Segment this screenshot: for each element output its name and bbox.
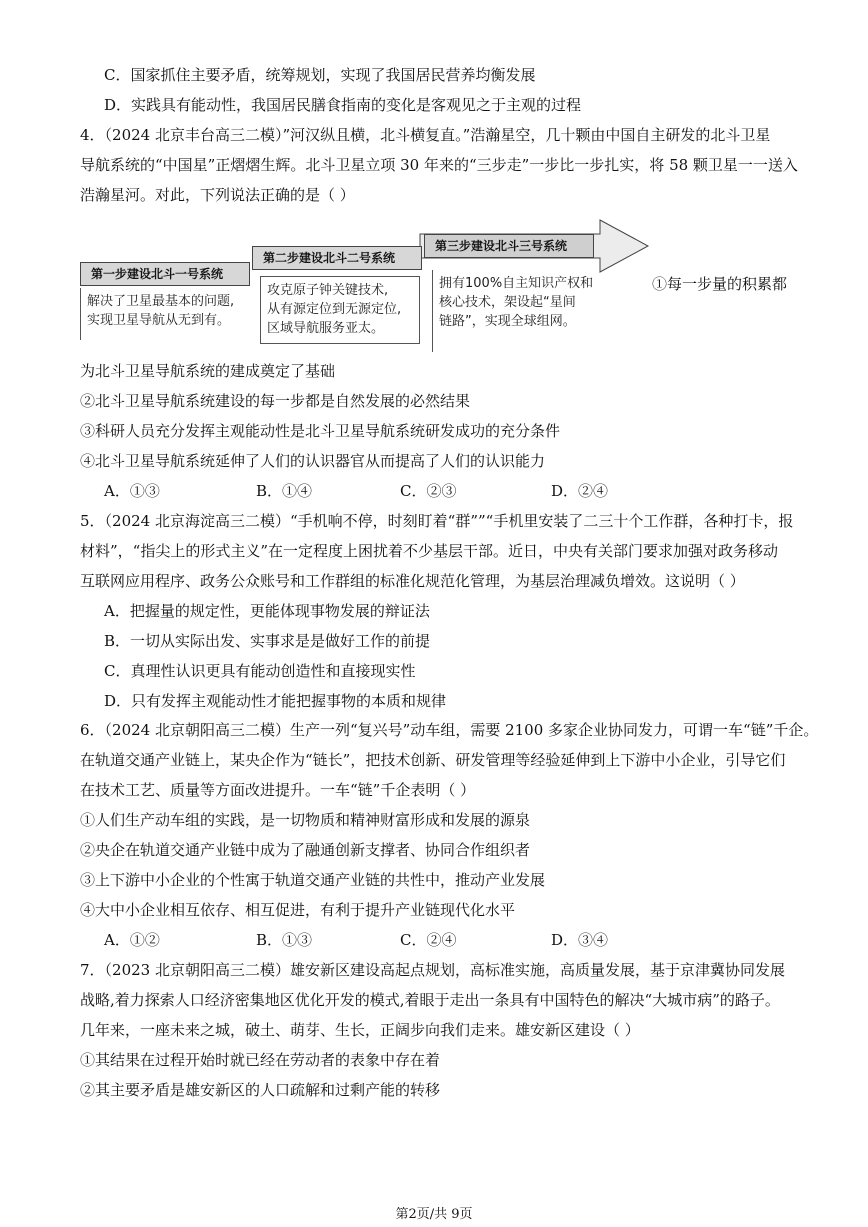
option-c[interactable]: C．②③ [400,482,457,500]
statement-3: ③科研人员充分发挥主观能动性是北斗卫星导航系统研发成功的充分条件 [80,422,561,440]
statement-1-part-2: 为北斗卫星导航系统的建成奠定了基础 [80,362,336,380]
question-6-statement-2: ②央企在轨道交通产业链中成为了融通创新支撑者、协同合作组织者 [80,841,531,859]
question-5-option-d[interactable]: D．只有发挥主观能动性才能把握事物的本质和规律 [104,692,447,710]
option-a[interactable]: A．①② [104,931,160,949]
statement-1-part-1: ①每一步量的积累都 [652,275,788,293]
option-c-text: C．国家抓住主要矛盾，统筹规划，实现了我国居民营养均衡发展 [104,66,536,84]
option-b[interactable]: B．①③ [256,931,313,949]
beidou-three-step-diagram [80,218,650,356]
step-3-desc-line-3: 链路”，实现全球组网。 [439,314,576,329]
step-1-desc-line-2: 实现卫星导航从无到有。 [87,313,231,328]
step-2-desc-line-3: 区域导航服务亚太。 [267,321,385,336]
question-6-statement-3: ③上下游中小企业的个性寓于轨道交通产业链的共性中，推动产业发展 [80,871,546,889]
page-footer: 第2页/共 9页 [395,1207,473,1222]
statement-2: ②北斗卫星导航系统建设的每一步都是自然发展的必然结果 [80,392,471,410]
question-4-stem-1: 4．（2024 北京丰台高三二模）”河汉纵且横，北斗横复直。”浩瀚星空，几十颗由中国自主研发的北斗卫星 [80,126,771,144]
question-4-stem-3: 浩瀚星河。对此，下列说法正确的是（ ） [80,186,355,204]
question-6-statement-1: ①人们生产动车组的实践，是一切物质和精神财富形成和发展的源泉 [80,811,531,829]
option-a[interactable]: A．①③ [104,482,160,500]
option-c[interactable]: C．②④ [400,931,457,949]
question-5-option-c[interactable]: C．真理性认识更具有能动创造性和直接现实性 [104,662,416,680]
step-3-description [432,270,622,352]
step-3-desc-line-1: 拥有100%自主知识产权和 [439,276,594,291]
step-1-description [80,288,250,340]
step-2-desc-line-1: 攻克原子钟关键技术, [267,283,389,298]
question-6-stem-2: 在轨道交通产业链上，某央企作为“链长”，把技术创新、研发管理等经验延伸到上下游中小企业，引导它们 [80,751,786,769]
question-5-stem-3: 互联网应用程序、政务公众账号和工作群组的标准化规范化管理，为基层治理减负增效。这说明（ ） [80,572,745,590]
question-7-statement-1: ①其结果在过程开始时就已经在劳动者的表象中存在着 [80,1051,441,1069]
option-b[interactable]: B．①④ [256,482,313,500]
question-7-stem-3: 几年来，一座未来之城，破土、萌芽、生长，正阔步向我们走来。雄安新区建设（ ） [80,1021,640,1039]
statement-4: ④北斗卫星导航系统延伸了人们的认识器官从而提高了人们的认识能力 [80,452,546,470]
step-2-desc-line-2: 从有源定位到无源定位, [267,302,402,317]
question-6-statement-4: ④大中小企业相互依存、相互促进，有利于提升产业链现代化水平 [80,901,516,919]
option-d[interactable]: D．③④ [551,931,609,949]
question-7-stem-2: 战略,着力探索人口经济密集地区优化开发的模式,着眼于走出一条具有中国特色的解决“大城市病”的路子。 [80,991,780,1009]
option-d[interactable]: D．②④ [551,482,609,500]
question-7-stem-1: 7．（2023 北京朝阳高三二模）雄安新区建设高起点规划，高标准实施，高质量发展，基于京津冀协同发展 [80,961,785,979]
step-2-label: 第二步建设北斗二号系统 [252,246,422,270]
question-5-option-a[interactable]: A．把握量的规定性，更能体现事物发展的辩证法 [104,602,430,620]
step-1-label: 第一步建设北斗一号系统 [80,262,250,286]
question-6-stem-3: 在技术工艺、质量等方面改进提升。一车“链”千企表明（ ） [80,781,476,799]
question-4-stem-2: 导航系统的“中国星”正熠熠生辉。北斗卫星立项 30 年来的“三步走”一步比一步扎实，将 58 颗卫星一一送入 [80,156,798,174]
question-7-statement-2: ②其主要矛盾是雄安新区的人口疏解和过剩产能的转移 [80,1081,441,1099]
step-2-description [260,276,420,344]
question-5-stem-1: 5．（2024 北京海淀高三二模）“手机响不停，时刻盯着“群””“手机里安装了二三十个工作群，各种打卡，报 [80,512,794,530]
option-d-text: D．实践具有能动性，我国居民膳食指南的变化是客观见之于主观的过程 [104,96,582,114]
question-6-stem-1: 6．（2024 北京朝阳高三二模）生产一列“复兴号”动车组，需要 2100 多家企业协同发力，可谓一车“链”千企。 [80,721,819,739]
question-5-option-b[interactable]: B．一切从实际出发、实事求是是做好工作的前提 [104,632,431,650]
question-5-stem-2: 材料”，“指尖上的形式主义”在一定程度上困扰着不少基层干部。近日，中央有关部门要求加强对政务移动 [80,542,779,560]
step-1-desc-line-1: 解决了卫星最基本的问题, [87,294,235,309]
step-3-desc-line-2: 核心技术，架设起“星间 [439,295,576,310]
step-3-label: 第三步建设北斗三号系统 [424,234,594,258]
